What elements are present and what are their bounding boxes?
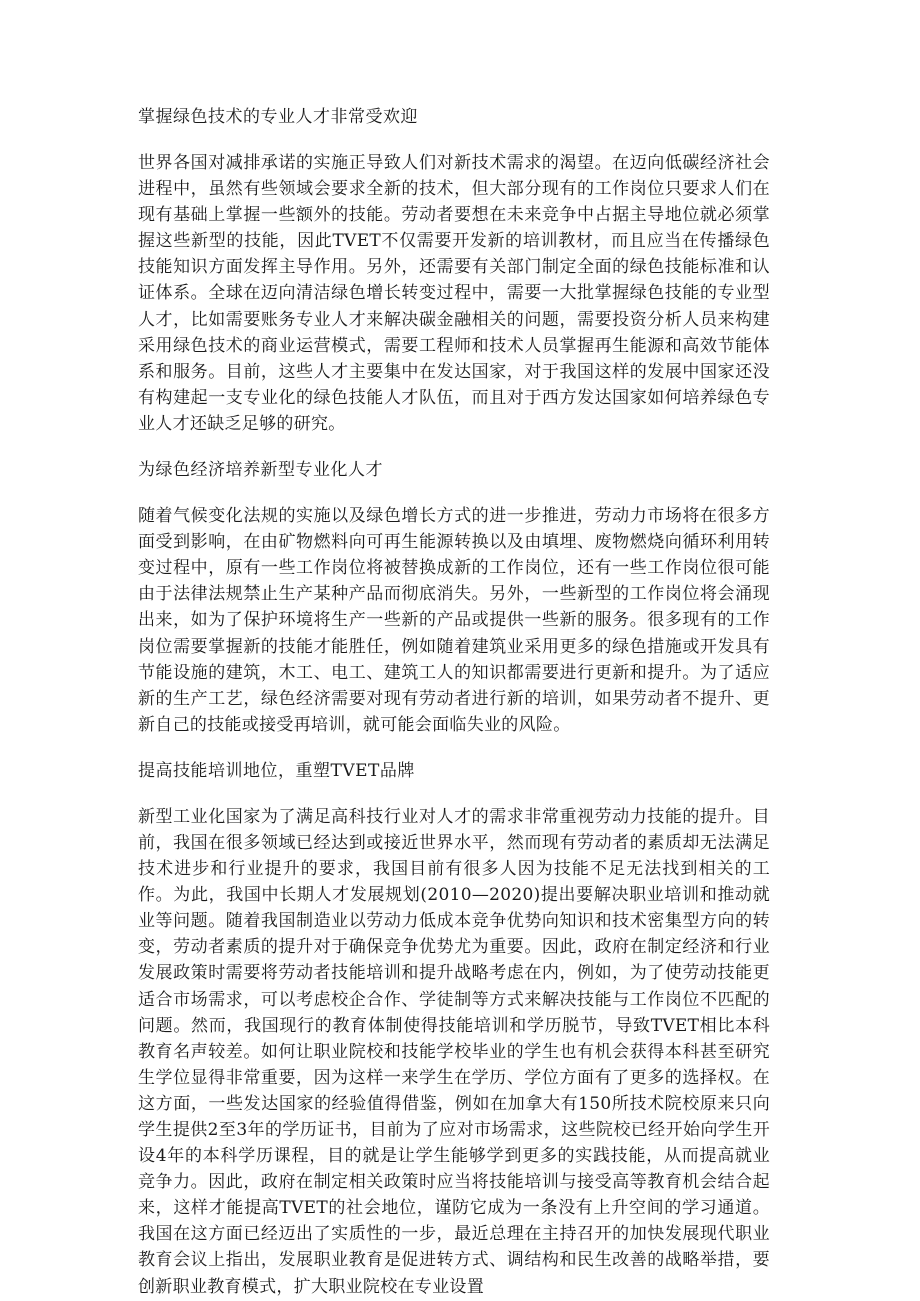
section-paragraph-tvet-brand: 新型工业化国家为了满足高科技行业对人才的需求非常重视劳动力技能的提升。目前，我国在很多领域已经达到或接近世界水平，然而现有劳动者的素质却无法满足技术进步和行业提升的要求，我国目前有很多人因为技能不足无法找到相关的工作。为此，我国中长期人才发展规划(2010—2020)提出要解决职业培训和推动就业等问题。随着我国制造业以劳动力低成本竞争优势向知识和技术密集型方向的转变，劳动者素质的提升对于确保竞争优势尤为重要。因此，政府在制定经济和行业发展政策时需要将劳动者技能培训和提升战略考虑在内，例如，为了使劳动技能更适合市场需求，可以考虑校企合作、学徒制等方式来解决技能与工作岗位不匹配的问题。然而，我国现行的教育体制使得技能培训和学历脱节，导致TVET相比本科教育名声较差。如何让职业院校和技能学校毕业的学生也有机会获得本科甚至研究生学位显得非常重要，因为这样一来学生在学历、学位方面有了更多的选择权。在这方面，一些发达国家的经验值得借鉴，例如在加拿大有150所技术院校原来只向学生提供2至3年的学历证书，目前为了应对市场需求，这些院校已经开始向学生开设4年的本科学历课程，目的就是让学生能够学到更多的实践技能，从而提高就业竞争力。因此，政府在制定相关政策时应当将技能培训与接受高等教育机会结合起来，这样才能提高TVET的社会地位，谨防它成为一条没有上升空间的学习通道。我国在这方面已经迈出了实质性的一步，最近总理在主持召开的加快发展现代职业教育会议上指出，发展职业教育是促进转方式、调结构和民生改善的战略举措，要创新职业教育模式，扩大职业院校在专业设置	[138, 806, 770, 1297]
section-heading-green-talent: 掌握绿色技术的专业人才非常受欢迎	[138, 107, 418, 127]
section-paragraph-green-economy: 随着气候变化法规的实施以及绿色增长方式的进一步推进，劳动力市场将在很多方面受到影响，在由矿物燃料向可再生能源转换以及由填埋、废物燃烧向循环利用转变过程中，原有一些工作岗位将被替换成新的工作岗位，还有一些工作岗位很可能由于法律法规禁止生产某种产品而彻底消失。另外，一些新型的工作岗位将会涌现出来，如为了保护环境将生产一些新的产品或提供一些新的服务。很多现有的工作岗位需要掌握新的技能才能胜任，例如随着建筑业采用更多的绿色措施或开发具有节能设施的建筑，木工、电工、建筑工人的知识都需要进行更新和提升。为了适应新的生产工艺，绿色经济需要对现有劳动者进行新的培训，如果劳动者不提升、更新自己的技能或接受再培训，就可能会面临失业的风险。	[138, 506, 770, 735]
document-body	[138, 105, 770, 1301]
section-paragraph-green-talent: 世界各国对减排承诺的实施正导致人们对新技术需求的渴望。在迈向低碳经济社会进程中，虽然有些领域会要求全新的技术，但大部分现有的工作岗位只要求人们在现有基础上掌握一些额外的技能。劳动者要想在未来竞争中占据主导地位就必须掌握这些新型的技能，因此TVET不仅需要开发新的培训教材，而且应当在传播绿色技能知识方面发挥主导作用。另外，还需要有关部门制定全面的绿色技能标准和认证体系。全球在迈向清洁绿色增长转变过程中，需要一大批掌握绿色技能的专业型人才，比如需要账务专业人才来解决碳金融相关的问题，需要投资分析人员来构建采用绿色技术的商业运营模式，需要工程师和技术人员掌握再生能源和高效节能体系和服务。目前，这些人才主要集中在发达国家，对于我国这样的发展中国家还没有构建起一支专业化的绿色技能人才队伍，而且对于西方发达国家如何培养绿色专业人才还缺乏足够的研究。	[138, 153, 770, 434]
section-heading-green-economy: 为绿色经济培养新型专业化人才	[138, 460, 383, 481]
section-heading-tvet-brand: 提高技能培训地位，重塑TVET品牌	[138, 760, 415, 781]
